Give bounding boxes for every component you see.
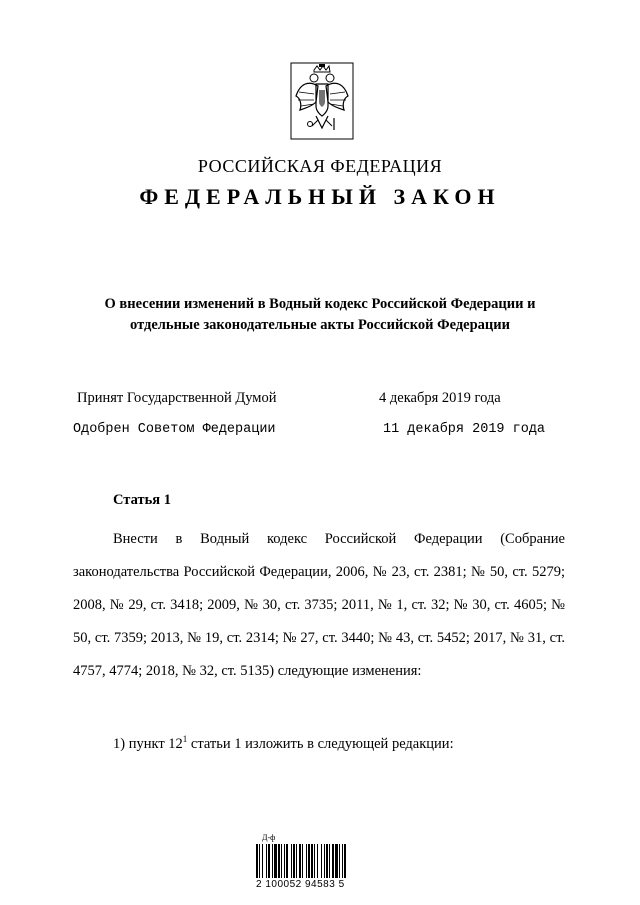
barcode-bar xyxy=(346,844,347,878)
law-title-line-1: О внесении изменений в Водный кодекс Российской Федерации и xyxy=(104,296,536,312)
country-heading: РОССИЙСКАЯ ФЕДЕРАЦИЯ xyxy=(197,156,443,176)
document-type-heading: ФЕДЕРАЛЬНЫЙ ЗАКОН xyxy=(139,184,501,209)
article-item-1 xyxy=(113,734,454,753)
article-paragraph: Внести в Водный кодекс Российской Федерации (Собрание законодательства Российской Федерации, 2006, № 23, ст. 2381; № 50, ст. 5279; 2008, № 29, ст. 3418; 2009, № 30, ст. 3735; 2011, № 1, ст. 32; № 30, ст. 4605; № 50, ст. 7359; 2013, № 19, ст. 2314; № 27, ст. 3440; № 43, ст. 5452; 2017, № 31, ст. 4757, 4774; 2018, № 32, ст. 5135) следующие изменения: xyxy=(73,531,565,679)
approved-date: 11 декабря 2019 года xyxy=(383,422,546,437)
adopted-by-duma-label: Принят Государственной Думой xyxy=(77,390,277,406)
law-title xyxy=(60,294,580,336)
barcode-block xyxy=(256,834,384,890)
adopted-date: 4 декабря 2019 года xyxy=(379,390,501,406)
approved-by-council-label: Одобрен Советом Федерации xyxy=(73,422,276,437)
barcode-mark: Д-ф xyxy=(262,833,276,842)
item-prefix: 1) пункт 12 xyxy=(113,735,183,752)
barcode-bars xyxy=(256,844,384,878)
article-heading: Статья 1 xyxy=(113,492,171,508)
law-title-line-2: отдельные законодательные акты Российской Федерации xyxy=(130,317,510,333)
coat-of-arms-emblem xyxy=(290,62,354,140)
item-superscript: 1 xyxy=(182,734,188,744)
barcode-number: 2 100052 94583 5 xyxy=(256,879,345,890)
item-suffix: статьи 1 изложить в следующей редакции: xyxy=(187,735,454,752)
